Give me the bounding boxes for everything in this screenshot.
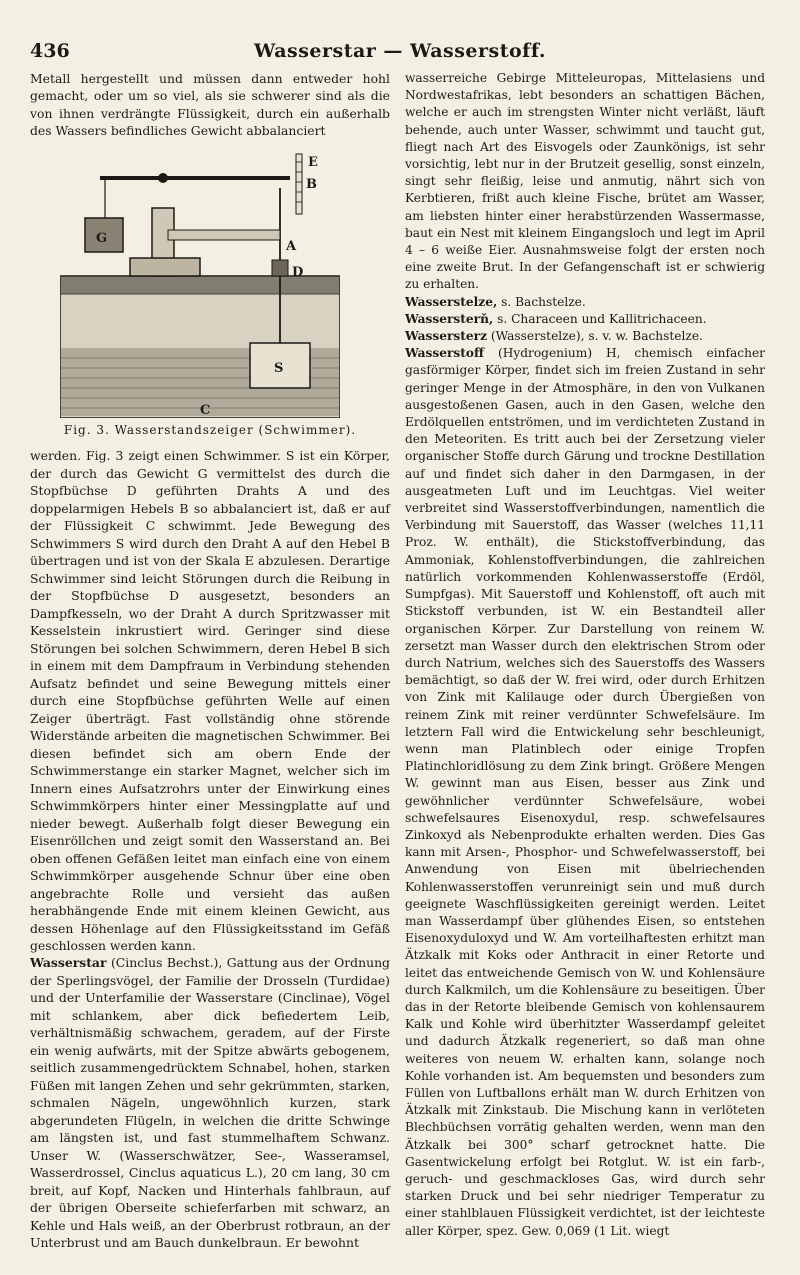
entry-head-wasserstar: Wasserstar <box>30 955 107 971</box>
entry-body-wasserstelze: s. Bachstelze. <box>501 294 586 309</box>
float-gauge-figure <box>60 148 340 418</box>
label-s: S <box>274 360 284 376</box>
entry-body-wasserstoff: (Hydrogenium) H, chemisch einfacher gasförmiger Körper, findet sich im freien Zustand in sehr geringer Menge in der Atmosphäre, in den von Vulkanen ausgestoßenen Gasen, auch in den Gasen, welche den Erdölquellen entströmen, und im verdichteten Zustand in den Meteoriten. Es tritt auch bei der Zersetzung vieler organischer Stoffe durch Gärung und trockne Destillation auf und findet sich daher in den Darmgasen, in der ausgeatmeten Luft und im Leuchtgas. Viel weiter verbreitet sind Wasserstoffverbindungen, namentlich die Verbindung mit Sauerstoff, das Wasser (welches 11,11 Proz. W. enthält), die Stickstoffverbindung, das Ammoniak, Kohlenstoffverbindungen, die zahlreichen natürlich vorkommenden Kohlenwasserstoffe (Erdöl, Sumpfgas). Mit Sauerstoff und Kohlenstoff, oft auch mit Stickstoff verbunden, ist W. ein Bestandteil aller organischen Körper. Zur Darstellung von reinem W. zersetzt man Wasser durch den elektrischen Strom oder durch Natrium, welches sich des Sauerstoffs des Wassers bemächtigt, so daß der W. frei wird, oder durch Erhitzen von Zink mit Kalilauge oder durch Übergießen von reinem Zink mit reiner verdünnter Schwefelsäure. Im letztern Fall wird die Entwickelung sehr beschleunigt, wenn man Platinblech oder einige Tropfen Platinchloridlösung zu dem Zink bringt. Größere Mengen W. gewinnt man aus Eisen, besser aus Zink und gewöhnlicher verdünnter Schwefelsäure, wobei schwefelsaures Eisenoxydul, resp. schwefelsaures Zinkoxyd als Nebenprodukte erhalten werden. Dies Gas kann mit Arsen-, Phosphor- und Schwefelwasserstoff, bei Anwendung von Eisen mit übelriechenden Kohlenwasserstoffen verunreinigt sein und muß durch geeignete Waschflüssigkeiten gereinigt werden. Leitet man Wasserdampf über glühendes Eisen, so entstehen Eisenoxyduloxyd und W. Am vorteilhaftesten erhitzt man Ätzkalk mit Koks oder Anthracit in einer Retorte und leitet das entweichende Gemisch von W. und Kohlensäure durch Kalkmilch, um die Kohlensäure zu beseitigen. Über das in der Retorte bleibende Gemisch von kohlensaurem Kalk und Kohle wird überhitzter Wasserdampf geleitet und dadurch Ätzkalk regeneriert, so daß man ohne weiteres von neuem W. erhalten kann, solange noch Kohle vorhanden ist. Am bequemsten und besonders zum Füllen von Luftballons erhält man W. durch Erhitzen von Ätzkalk mit Zinkstaub. Die Mischung kann in verlöteten Blechbüchsen vorrätig gehalten werden, wenn man den Ätzkalk bei 300° scharf getrocknet hatte. Die Gasentwickelung erfolgt bei Rotglut. W. ist ein farb-, geruch- und geschmackloses Gas, wird durch sehr starken Druck und bei sehr niedriger Temperatur zu einer stahlblauen Flüssigkeit verdichtet, ist der leichteste aller Körper, spez. Gew. 0,069 (1 Lit. wiegt <box>405 346 765 1238</box>
entry-body-wasserstern: s. Characeen und Kallitrichaceen. <box>497 311 707 326</box>
label-d: D <box>292 264 304 280</box>
label-g: G <box>96 230 108 246</box>
label-b: B <box>306 176 317 192</box>
float-gauge-illustration <box>60 148 340 418</box>
lever-pivot <box>158 173 168 183</box>
entry-head-wasserstern: Wassersterň, <box>405 311 494 326</box>
page-number: 436 <box>30 40 70 62</box>
label-e: E <box>308 154 318 170</box>
left-column <box>30 70 390 1252</box>
entry-body-wassersterz: (Wasserstelze), s. v. w. Bachstelze. <box>490 329 703 344</box>
entry-wasserstoff <box>405 345 765 1240</box>
label-a: A <box>286 238 297 254</box>
entry-wassersterz <box>405 328 765 345</box>
stand-base <box>130 258 200 276</box>
stand-arm <box>168 230 280 240</box>
page-header <box>30 40 770 66</box>
wasserstar-continuation: wasserreiche Gebirge Mitteleuropas, Mittelasiens und Nordwestafrikas, lebt besonders an schattigen Bächen, welche er auch im strengsten Winter nicht verläßt, läuft behende, auch unter Wasser, schwimmt und taucht gut, fliegt nach Art des Eisvogels oder Zaunkönigs, ist sehr vorsichtig, lebt nur in der Brutzeit gesellig, sonst einzeln, singt sehr fleißig, leise und anmutig, nährt sich von Kerbtieren, frißt auch kleine Fische, brütet am Wasser, am liebsten hinter einer herabstürzenden Wassermasse, baut ein Nest mit kleinem Eingangsloch und legt im April 4 – 6 weiße Eier. Ausnahmsweise folgt der ersten noch eine zweite Brut. In der Gefangenschaft ist er schwierig zu erhalten. <box>405 71 765 292</box>
intro-paragraph: Metall hergestellt und müssen dann entweder hohl gemacht, oder um so viel, als sie schwerer sind als die von ihnen verdrängte Flüssigkeit, durch ein außerhalb des Wassers befindliches Gewicht abbalanciert <box>30 71 390 139</box>
label-c: C <box>200 402 211 418</box>
stuffing-box <box>272 260 288 276</box>
entry-head-wassersterz: Wassersterz <box>405 329 488 344</box>
entry-head-wasserstelze: Wasserstelze, <box>405 294 498 309</box>
entry-wasserstelze <box>405 294 765 311</box>
figure-caption: Fig. 3. Wasserstandszeiger (Schwimmer). <box>63 422 357 437</box>
right-column <box>405 70 765 1240</box>
scale <box>296 154 302 214</box>
entry-body-wasserstar: (Cinclus Bechst.), Gattung aus der Ordnung der Sperlingsvögel, der Familie der Drosseln (Turdidae) und der Unterfamilie der Wasserstare (Cinclinae), Vögel mit schlankem, aber dick befiedertem Leib, verhältnismäßig schwachem, geradem, auf der Firste ein wenig aufwärts, mit der Spitze abwärts gebogenem, seitlich zusammengedrücktem Schnabel, hohen, starken Füßen mit langen Zehen und sehr gekrümmten, starken, schmalen Nägeln, ungewöhnlich kurzen, stark abgerundeten Flügeln, in welchen die dritte Schwinge am längsten ist, und fast stummelhaftem Schwanz. Unser W. (Wasserschwätzer, See-, Wasseramsel, Wasserdrossel, Cinclus aquaticus L.), 20 cm lang, 30 cm breit, auf Kopf, Nacken und Hinterhals fahlbraun, auf der übrigen Oberseite schieferfarben mit schwarz, an Kehle und Hals weiß, an der Oberbrust rotbraun, an der Unterbrust und am Bauch dunkelbraun. Er bewohnt <box>30 955 390 1251</box>
entry-wasserstar <box>30 954 390 1251</box>
entry-wasserstern <box>405 311 765 328</box>
float-description-paragraph: werden. Fig. 3 zeigt einen Schwimmer. S ist ein Körper, der durch das Gewicht G vermittelst des durch die Stopfbüchse D geführten Drahts A und des doppelarmigen Hebels B so abbalanciert ist, daß er auf der Flüssigkeit C schwimmt. Jede Bewegung des Schwimmers S wird durch den Draht A auf den Hebel B übertragen und ist von der Skala E abzulesen. Derartige Schwimmer sind leicht Störungen durch die Reibung in der Stopfbüchse D ausgesetzt, besonders an Dampfkesseln, wo der Draht A durch Spritzwasser mit Kesselstein inkrustiert wird. Geringer sind diese Störungen bei solchen Schwimmern, deren Hebel B sich in einem mit dem Dampfraum in Verbindung stehenden Aufsatz befindet und seine Bewegung mittels einer durch eine Stopfbüchse geführten Welle auf einen Zeiger überträgt. Fast vollständig ohne störende Widerstände arbeiten die magnetischen Schwimmer. Bei diesen befindet sich am obern Ende der Schwimmerstange ein starker Magnet, welcher sich im Innern eines Aufsatzrohrs unter der Einwirkung eines Schwimmkörpers hinter einer Messingplatte auf und nieder bewegt. Außerhalb folgt dieser Bewegung ein Eisenröllchen und zeigt somit den Wasserstand an. Bei oben offenen Gefäßen leitet man einfach eine von einem Schwimmkörper ausgehende Schnur über eine oben angebrachte Rolle und versieht das außen herabhängende Ende mit einem kleinen Gewicht, aus dessen Höhenlage auf den Flüssigkeitsstand im Gefäß geschlossen werden kann. <box>30 448 390 953</box>
running-title: Wasserstar — Wasserstoff. <box>254 40 546 62</box>
entry-head-wasserstoff: Wasserstoff <box>405 346 485 361</box>
